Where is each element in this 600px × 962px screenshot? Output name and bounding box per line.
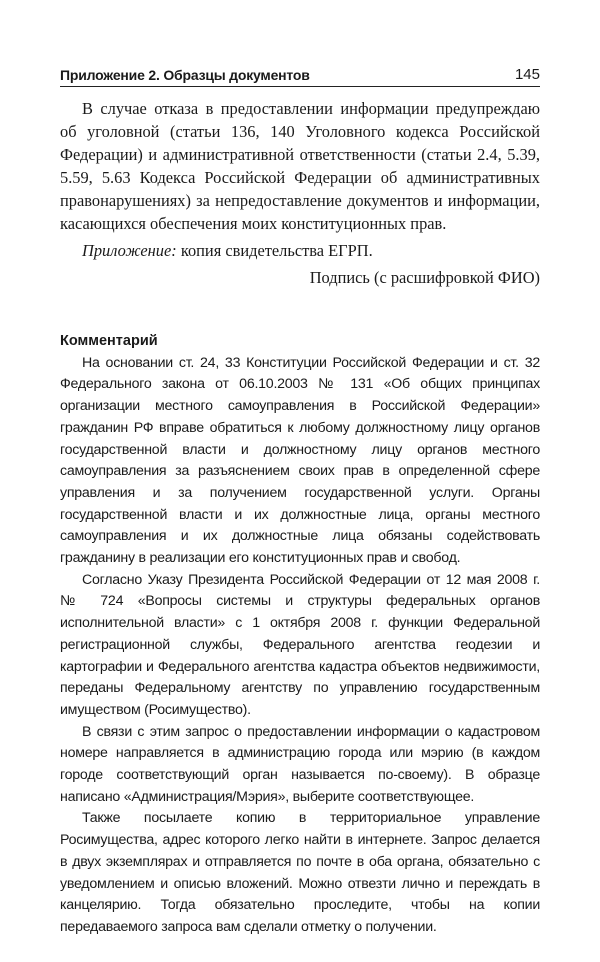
comment-paragraph: Также посылаете копию в территориальное управление Росимущества, адрес которого легко найти в интернете. Запрос делается в двух экземплярах и отправляется по почте в оба органа, обязательно с уведомлением и описью вложений. Можно отвезти лично и переждать в канцелярию. Тогда обязательно проследите, чтобы на копии передаваемого запроса вам сделали отметку о получении. bbox=[60, 810, 540, 935]
comment-section bbox=[60, 331, 540, 939]
appendix-text: копия свидетельства ЕГРП. bbox=[176, 241, 373, 260]
signature-line: Подпись (с расшифровкой ФИО) bbox=[309, 268, 540, 287]
comment-paragraph: На основании ст. 24, 33 Конституции Российской Федерации и ст. 32 Федерального закона от 06.10.2003 № 131 «Об общих принципах организации местного самоуправления в Российской Федерации» гражданин РФ вправе обратиться к любому должностному лицу органов государственной власти и должностному лицу органов местного самоуправления за разъяснением своих прав в определенной сфере управления и за получением государственной услуги. Органы государственной власти и их должностные лица, органы местного самоуправления и их должностные лица обязаны содействовать гражданину в реализации его конституционных прав и свобод. bbox=[60, 354, 540, 567]
document-sample-text bbox=[60, 97, 540, 289]
comment-paragraph: В связи с этим запрос о предоставлении информации о кадастровом номере направляется в администрацию города или мэрию (в каждом городе соответствующий орган называется по-своему). В образце написано «Администрация/Мэрия», выберите соответствующее. bbox=[60, 723, 540, 805]
appendix-line bbox=[60, 239, 540, 262]
running-header bbox=[60, 64, 540, 87]
appendix-label: Приложение: bbox=[82, 241, 177, 260]
page-number: 145 bbox=[514, 66, 540, 83]
comment-heading: Комментарий bbox=[60, 333, 158, 349]
comment-paragraph: Согласно Указу Президента Российской Федерации от 12 мая 2008 г. № 724 «Вопросы системы и структуры федеральных органов исполнительной власти» с 1 октября 2008 г. функции Федеральной регистрационной службы, Федерального агентства геодезии и картографии и Федерального агентства кадастра объектов недвижимости, переданы Федеральному агентству по управлению государственным имуществом (Росимущество). bbox=[60, 571, 540, 718]
chapter-title: Приложение 2. Образцы документов bbox=[60, 67, 310, 83]
warning-paragraph: В случае отказа в предоставлении информации предупреждаю об уголовной (статьи 136, 140 Уголовного кодекса Российской Федерации) и административной ответственности (статьи 2.4, 5.39, 5.59, 5.63 Кодекса Российской Федерации об административных правонарушениях) за непредоставление документов и информации, касающихся обеспечения моих конституционных прав. bbox=[60, 99, 540, 233]
